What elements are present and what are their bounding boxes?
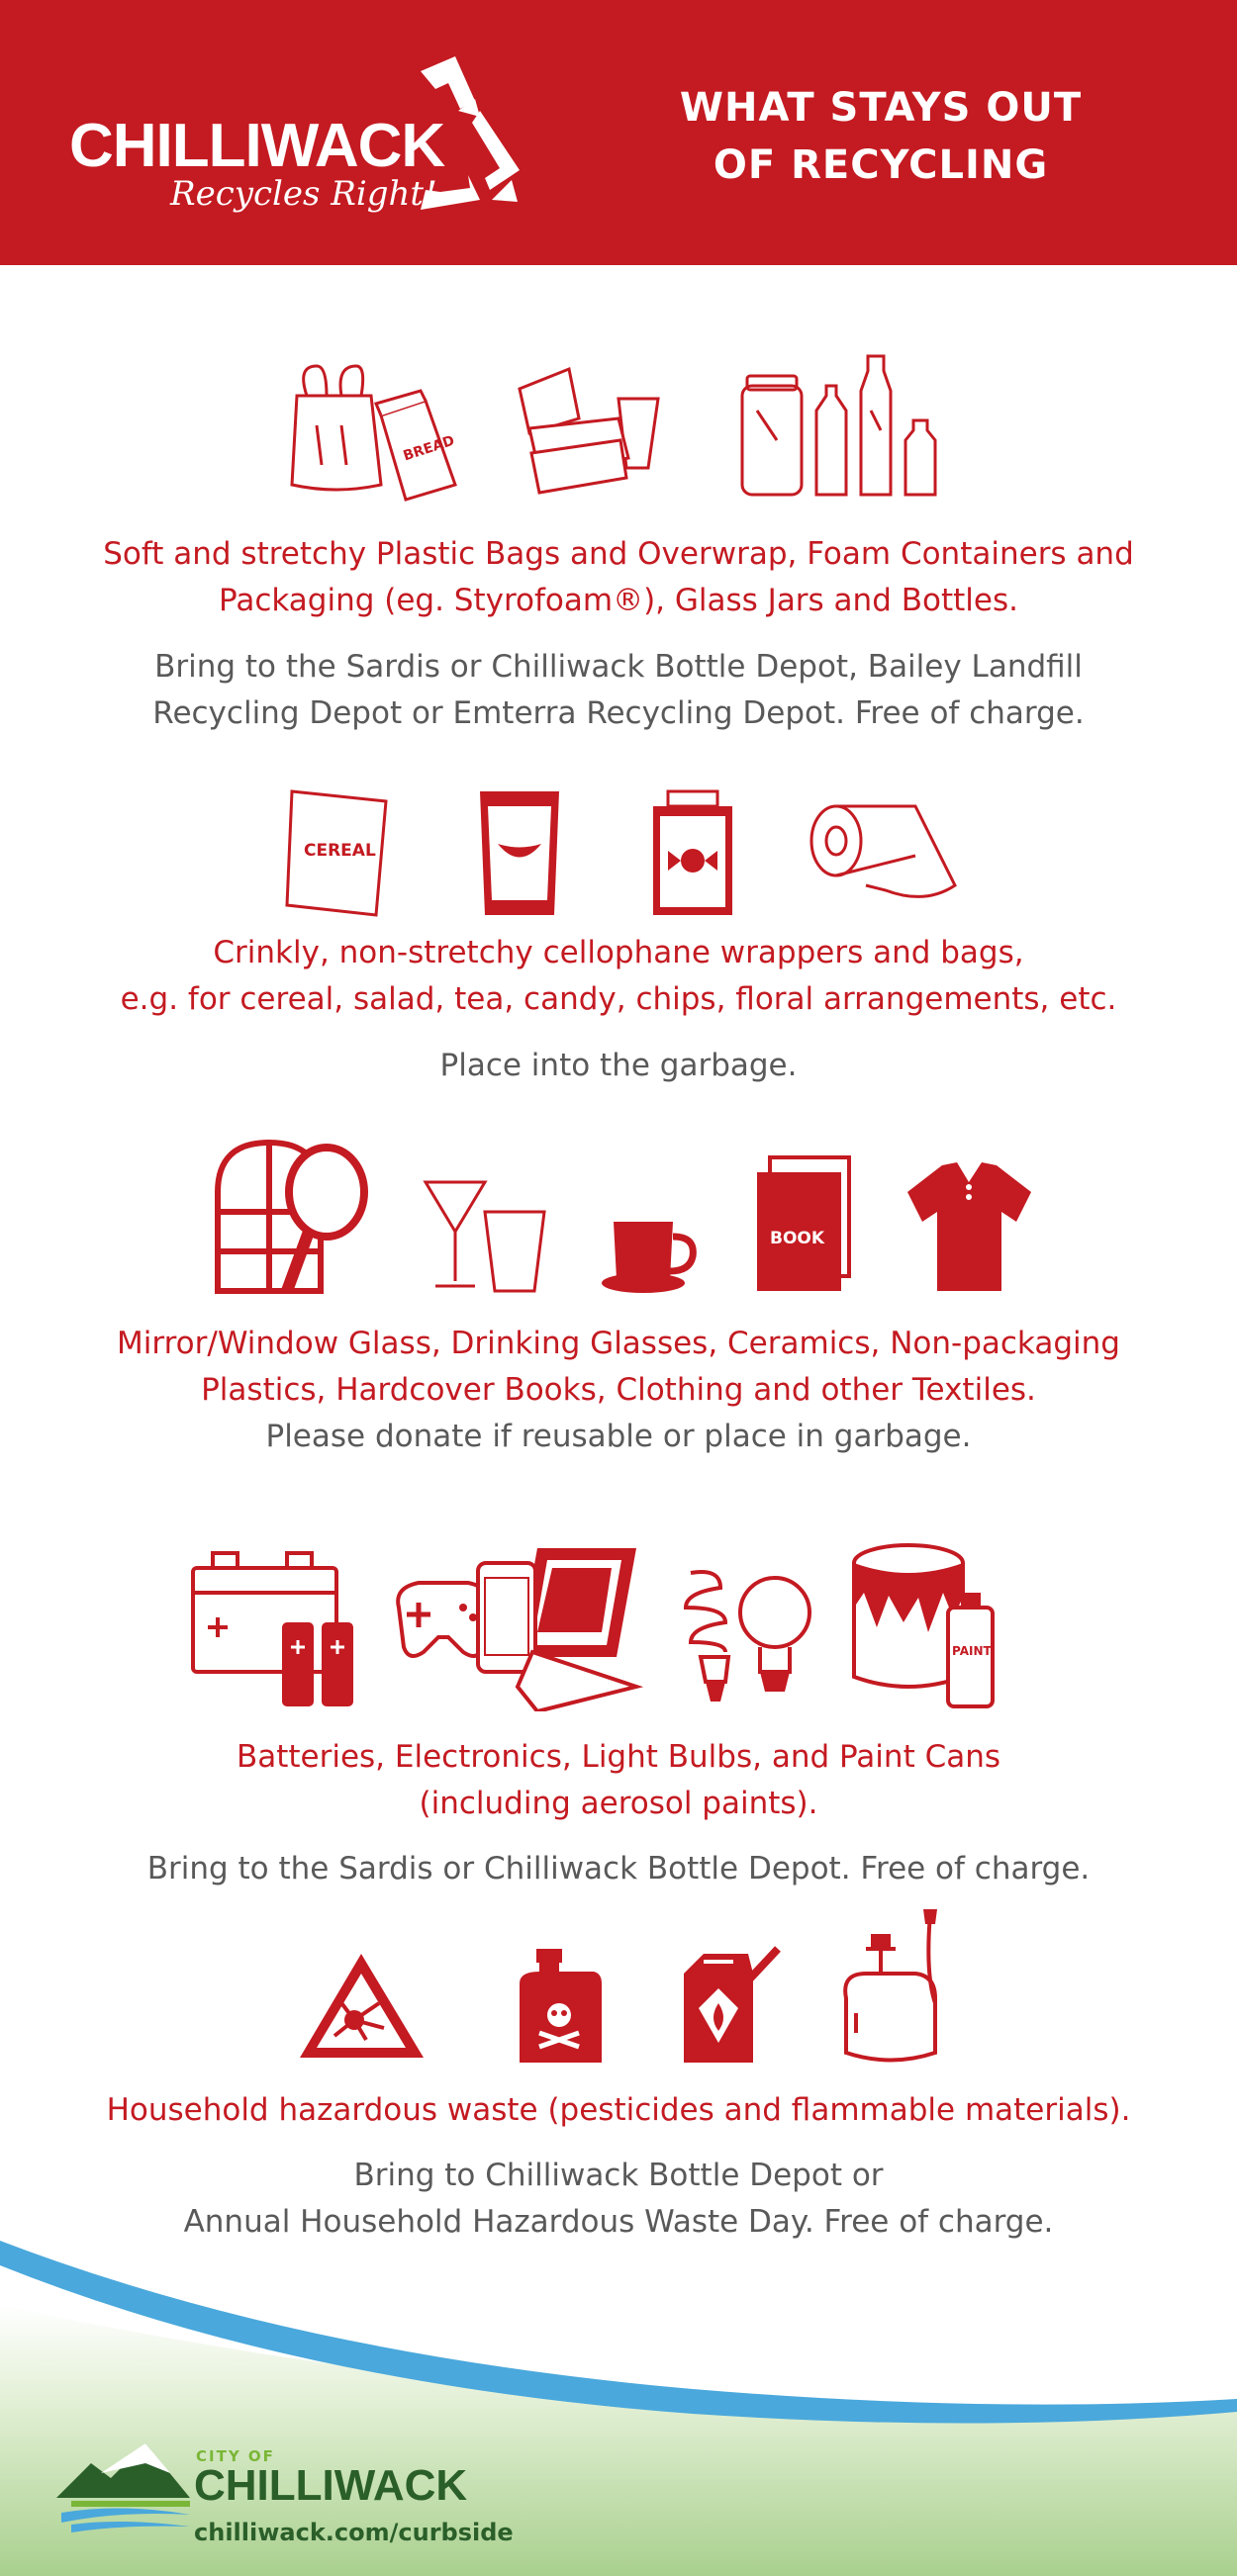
footer-url-link[interactable]: chilliwack.com/curbside bbox=[194, 2519, 514, 2546]
section-5-body bbox=[40, 2153, 1197, 2246]
city-of-label: CITY OF bbox=[196, 2447, 275, 2465]
poison-jug-icon bbox=[515, 1944, 604, 2068]
section-5-heading bbox=[40, 2087, 1197, 2134]
section-3-body bbox=[40, 1414, 1197, 1460]
plastic-wrap-roll-icon bbox=[807, 796, 965, 910]
section-3-body-line-1: Please donate if reusable or place in garbage. bbox=[265, 1419, 972, 1454]
section-2-body bbox=[40, 1043, 1197, 1089]
shirt-icon bbox=[903, 1157, 1036, 1296]
section-4-heading bbox=[40, 1734, 1197, 1827]
section-2-body-line-1: Place into the garbage. bbox=[439, 1048, 798, 1083]
chips-bag-icon bbox=[470, 786, 569, 920]
section-1-body-line-2: Recycling Depot or Emterra Recycling Depot. Free of charge. bbox=[152, 695, 1085, 731]
window-mirror-icon bbox=[210, 1133, 373, 1301]
section-1-heading-line-1: Soft and stretchy Plastic Bags and Overwrap, Foam Containers and bbox=[103, 536, 1134, 572]
section-4-body-line-1: Bring to the Sardis or Chilliwack Bottle Depot. Free of charge. bbox=[146, 1851, 1091, 1886]
foam-container-icon bbox=[510, 359, 668, 498]
battery-icon bbox=[188, 1538, 361, 1711]
bread-bag-icon bbox=[366, 386, 465, 505]
hardcover-books-icon bbox=[752, 1152, 856, 1296]
paint-label: PAINT bbox=[952, 1644, 992, 1658]
section-2-heading bbox=[40, 930, 1197, 1023]
section-5-heading-line-1: Household hazardous waste (pesticides and flammable materials). bbox=[106, 2092, 1131, 2128]
paint-cans-icon bbox=[849, 1538, 1007, 1711]
section-1-icons bbox=[0, 351, 1237, 500]
logo-wordmark: CHILLIWACK bbox=[69, 112, 445, 180]
drinking-glasses-icon bbox=[421, 1172, 549, 1296]
section-5-body-line-2: Annual Household Hazardous Waste Day. Free of charge. bbox=[183, 2204, 1054, 2240]
page-title bbox=[633, 79, 1128, 194]
electronics-icon bbox=[389, 1538, 646, 1711]
section-4-heading-line-1: Batteries, Electronics, Light Bulbs, and Paint Cans bbox=[236, 1739, 1001, 1775]
section-3-heading-line-2: Plastics, Hardcover Books, Clothing and other Textiles. bbox=[201, 1372, 1036, 1408]
section-2-heading-line-2: e.g. for cereal, salad, tea, candy, chips, floral arrangements, etc. bbox=[120, 981, 1117, 1017]
section-4-body bbox=[40, 1846, 1197, 1892]
section-1-heading bbox=[40, 531, 1197, 624]
section-2-heading-line-1: Crinkly, non-stretchy cellophane wrappers and bags, bbox=[213, 935, 1024, 970]
cereal-bag-icon bbox=[282, 786, 396, 920]
pesticide-sprayer-icon bbox=[836, 1904, 945, 2068]
section-3-heading-line-1: Mirror/Window Glass, Drinking Glasses, Ceramics, Non-packaging bbox=[117, 1326, 1120, 1361]
flammable-gas-can-icon bbox=[679, 1944, 783, 2068]
book-label: BOOK bbox=[770, 1229, 825, 1248]
ceramic-mug-icon bbox=[599, 1212, 698, 1296]
section-1-heading-line-2: Packaging (eg. Styrofoam®), Glass Jars and Bottles. bbox=[219, 583, 1018, 618]
section-3-heading bbox=[40, 1321, 1197, 1414]
section-4-heading-line-2: (including aerosol paints). bbox=[419, 1786, 818, 1821]
bread-label: BREAD bbox=[401, 432, 457, 465]
section-5-body-line-1: Bring to Chilliwack Bottle Depot or bbox=[353, 2158, 884, 2193]
light-bulbs-icon bbox=[671, 1563, 814, 1711]
section-4-icons bbox=[0, 1533, 1237, 1711]
glass-jars-bottles-icon bbox=[737, 351, 955, 500]
section-5-icons bbox=[0, 1904, 1237, 2068]
title-line-2: OF RECYCLING bbox=[713, 142, 1049, 188]
section-1-body-line-1: Bring to the Sardis or Chilliwack Bottle Depot, Bailey Landfill bbox=[154, 649, 1083, 685]
section-1-body bbox=[40, 644, 1197, 737]
explosive-warning-icon bbox=[295, 1949, 428, 2063]
cereal-label: CEREAL bbox=[304, 841, 376, 861]
city-name-label: CHILLIWACK bbox=[194, 2461, 468, 2510]
logo-tagline: Recycles Right! bbox=[170, 174, 437, 214]
candy-bag-icon bbox=[648, 786, 737, 920]
header-banner bbox=[0, 0, 1237, 265]
section-2-icons bbox=[0, 782, 1237, 920]
section-3-icons bbox=[0, 1128, 1237, 1301]
title-line-1: WHAT STAYS OUT bbox=[679, 85, 1083, 131]
